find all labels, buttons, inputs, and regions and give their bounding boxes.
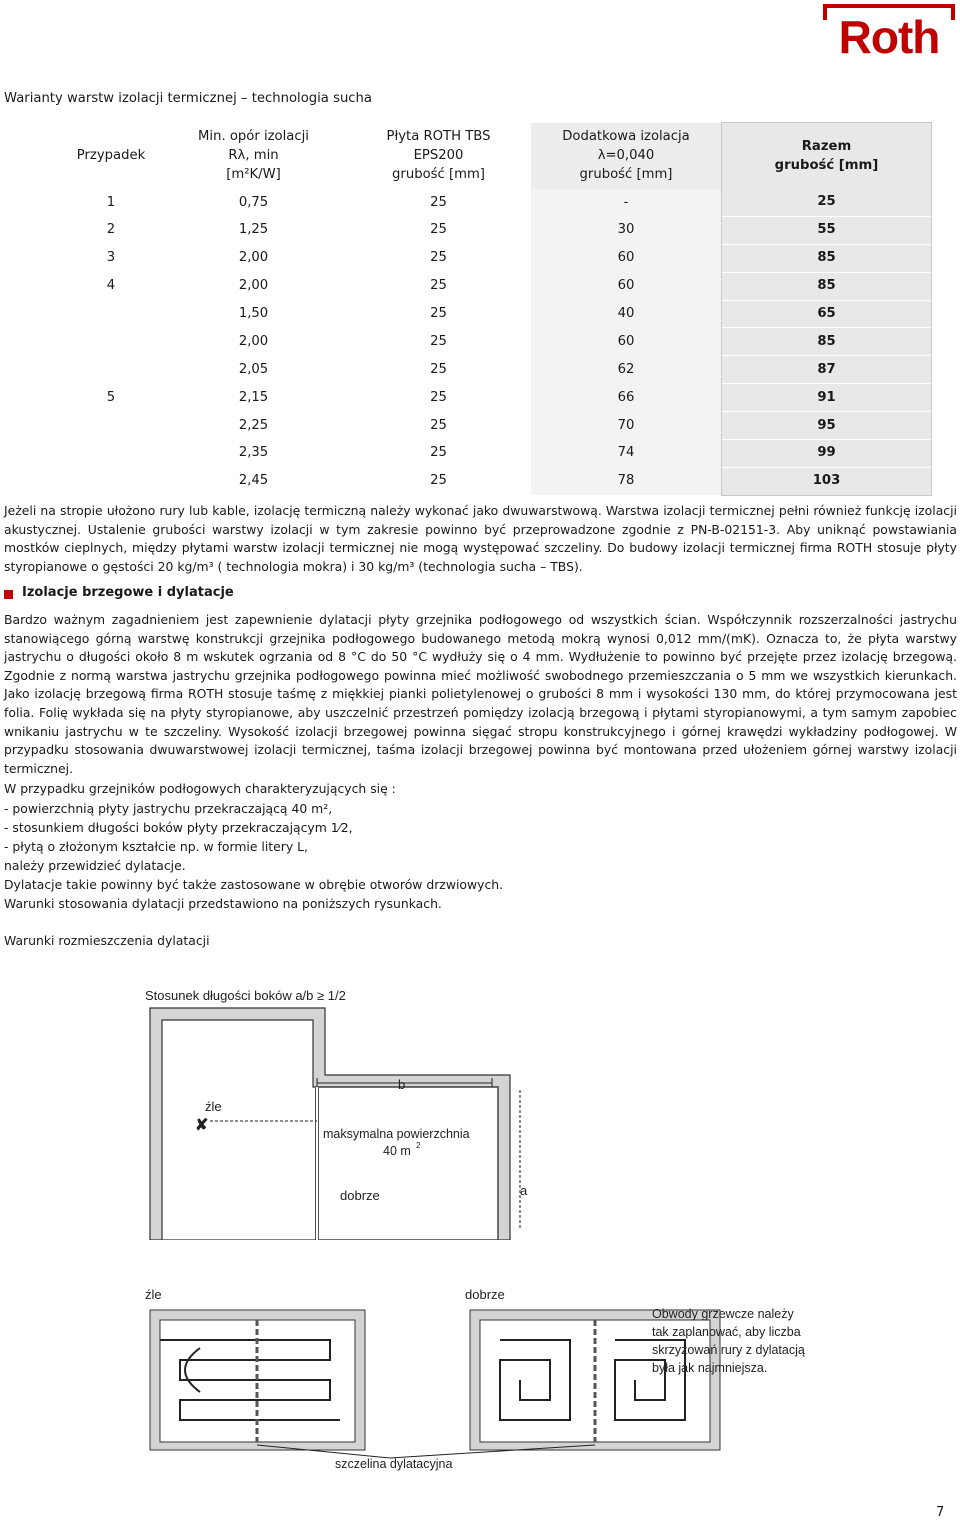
- ratio-label: Stosunek długości boków a/b ≥ 1/2: [145, 988, 346, 1003]
- label-b: b: [398, 1077, 406, 1092]
- list-item: - płytą o złożonym kształcie np. w formie litery L,: [4, 839, 308, 854]
- case-5-cell: 5: [106, 389, 116, 405]
- table-row: 2,45 25 78 103: [61, 467, 932, 495]
- insulation-table: [61, 122, 932, 496]
- label-zle: źle: [205, 1099, 222, 1114]
- figures-line: Warunki stosowania dylatacji przedstawiono na poniższych rysunkach.: [4, 896, 442, 911]
- list-item: - powierzchnią płyty jastrychu przekraczającą 40 m²,: [4, 801, 333, 816]
- label-dobrze: dobrze: [340, 1188, 380, 1203]
- list-intro: W przypadku grzejników podłogowych charakteryzujących się :: [4, 781, 396, 796]
- page-number: 7: [936, 1505, 945, 1520]
- table-row: 4 2,00 25 60 85: [61, 272, 932, 300]
- table-row: 5 1,50 25 40 65: [61, 300, 932, 328]
- subsection-title: Izolacje brzegowe i dylatacje: [22, 585, 234, 600]
- table-row: 2,05 25 62 87: [61, 356, 932, 384]
- label-dobrze-2: dobrze: [465, 1287, 505, 1302]
- label-sup: 2: [416, 1141, 421, 1150]
- note-line: Obwody grzewcze należy: [652, 1307, 794, 1321]
- svg-text:Roth: Roth: [838, 11, 940, 58]
- cross-mark-icon: ✘: [195, 1117, 209, 1134]
- label-max-area: maksymalna powierzchnia: [323, 1127, 470, 1141]
- label-40m: 40 m: [383, 1144, 411, 1158]
- label-zle-2: źle: [145, 1287, 162, 1302]
- note-line: tak zaplanować, aby liczba: [652, 1325, 801, 1339]
- dilatation-paragraph: Bardzo ważnym zagadnieniem jest zapewnienie dylatacji płyty grzejnika podłogowego od wszystkich ścian. Współczynnik rozszerzalności jastrychu stanowiącego górną warstwę konstrukcji grzejnika podłogowego budowanego metodą mokrą wynosi 0,012 mm/(mK). Oznacza to, że płyta warstwy jastrychu o długości około 8 m wskutek ogrzania od 8 °C do 50 °C wydłuży się o 4 mm. Wydłużenie to powinno być przejęte przez izolację brzegową. Zgodnie z normą warstwa jastrychu grzejnika podłogowego powinna mieć możliwość swobodnego przemieszczania o 5 mm we wszystkich kierunkach. Jako izolację brzegową firma ROTH stosuje taśmę z miękkiej pianki polietylenowej o grubości 8 mm i wysokości 130 mm, do której przymocowana jest folia. Folię wykłada się na płyty styropianowe, aby uszczelnić przestrzeń pomiędzy izolacją brzegową i płytami styropianowymi, a tym samym zapobiec wnikaniu jastrychu w te szczeliny. Wysokość izolacji brzegowej powinna sięgać stropu konstrukcyjnego i górnej krawędzi wykładziny podłogowej. W przypadku stosowania dwuwarstwowej izolacji termicznej, taśma izolacji brzegowej powinna być montowana przed ułożeniem górnej warstwy izolacji termicznej.: [4, 612, 957, 776]
- table-row: 1 0,75 25 - 25: [61, 189, 932, 216]
- roth-logo: [823, 4, 955, 58]
- header-min-resistance: Min. opór izolacji Rλ, min [m²K/W]: [198, 129, 309, 183]
- header-additional-insulation: Dodatkowa izolacja λ=0,040 grubość [mm]: [531, 123, 722, 190]
- label-a: a: [520, 1183, 528, 1198]
- note-line: była jak najmniejsza.: [652, 1361, 768, 1375]
- section-title: Warianty warstw izolacji termicznej – technologia sucha: [4, 91, 372, 106]
- table-row: 2,00 25 60 85: [61, 328, 932, 356]
- gap-label: szczelina dylatacyjna: [335, 1457, 453, 1471]
- doors-line: Dylatacje takie powinny być także zastosowane w obrębie otworów drzwiowych.: [4, 877, 504, 892]
- table-row: 3 2,00 25 60 85: [61, 244, 932, 272]
- table-row: 2 1,25 25 30 55: [61, 216, 932, 244]
- heating-circuit-diagram: [140, 1280, 860, 1480]
- header-total: Razem grubość [mm]: [722, 123, 932, 190]
- table-header-row: [61, 123, 932, 190]
- note-line: skrzyżowań rury z dylatacją: [652, 1343, 805, 1357]
- table-row: 2,35 25 74 99: [61, 440, 932, 468]
- table-row: 2,15 25 66 91: [61, 384, 932, 412]
- figure-title: Warunki rozmieszczenia dylatacji: [4, 933, 210, 948]
- list-outro: należy przewidzieć dylatacje.: [4, 858, 186, 873]
- header-case: Przypadek: [76, 148, 146, 164]
- header-roth-tbs: Płyta ROTH TBS EPS200 grubość [mm]: [386, 129, 491, 183]
- list-item: - stosunkiem długości boków płyty przekraczającym 1⁄2,: [4, 820, 353, 835]
- insulation-paragraph: Jeżeli na stropie ułożono rury lub kable, izolację termiczną należy wykonać jako dwuwarstwową. Warstwa izolacji termicznej pełni również funkcję izolacji akustycznej. Ustalenie grubości warstwy izolacji w tym zakresie powinno być przeprowadzone zgodnie z PN-B-02151-3. Aby uniknąć powstawiania mostków cieplnych, między płytami warstw izolacji termicznej nie mogą występować szczeliny. Do budowy izolacji termicznej firma ROTH stosuje płyty styropianowe o gęstości 20 kg/m³ ( technologia mokra) i 30 kg/m³ (technologia sucha – TBS).: [4, 503, 957, 574]
- red-square-bullet-icon: [4, 590, 13, 599]
- dilatation-ratio-diagram: [140, 980, 560, 1240]
- table-row: 2,25 25 70 95: [61, 412, 932, 440]
